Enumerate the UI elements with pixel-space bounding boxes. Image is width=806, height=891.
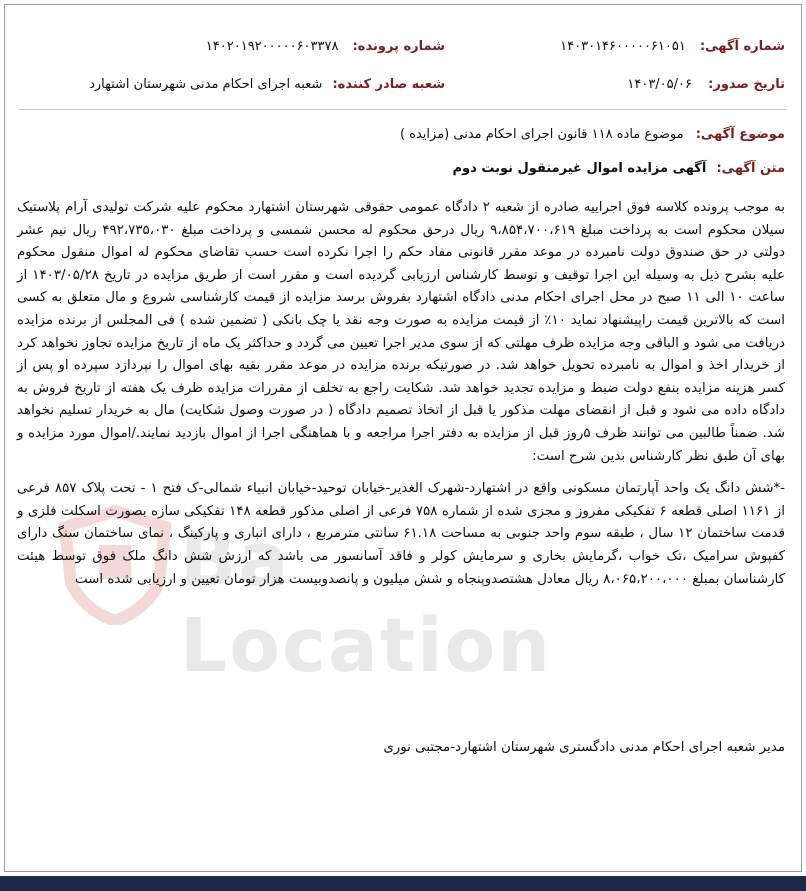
watermark-text: Ba Location	[180, 517, 553, 689]
signature: مدیر شعبه اجرای احکام مدنی دادگستری شهرستان اشتهارد-مجتبی نوری	[383, 740, 785, 755]
subject-label: موضوع آگهی:	[695, 127, 785, 142]
text-title-row	[453, 161, 785, 176]
issuer-row	[89, 77, 445, 92]
text-title: آگهی مزایده اموال غیرمنقول نوبت دوم	[452, 161, 707, 176]
case-number-row	[206, 39, 445, 54]
auction-item: -*شش دانگ یک واحد آپارتمان مسکونی واقع در اشتهارد-شهرک الغدیر-خیابان توحید-خیابان انبیاء شمالی-ک فتح ۱ - تحت پلاک ۸۵۷ فرعی از ۱۱۶۱ اصلی قطعه ۶ تفکیکی مفروز و مجزی شده از شماره ۷۵۸ فرعی از اصلی مذکور قطعه ۱۴۸ تفکیکی سازه بصورت اسکلت فلزی و قدمت ساختمان ۱۲ سال ، طبقه سوم واحد جنوبی به مساحت ۶۱.۱۸ سانتی مترمربع ، دارای انباری و پارکینگ ، نمای ساختمان سنگ دارای کفپوش سرامیک ،تک خواب ،گرمایش بخاری و سرمایش کولر و فاقد آسانسور می باشد که ارزش شش دانگ ملک فوق توسط هیئت کارشناسان بمبلغ ۸،۰۶۵،۲۰۰،۰۰۰ ریال معادل هشتصدوپنجاه و شش میلیون و پانصدوبیست هزار تومان تعیین و ارزیابی شده است	[17, 481, 785, 587]
notice-body	[17, 197, 785, 591]
text-label: متن آگهی:	[716, 161, 785, 176]
subject: موضوع ماده ۱۱۸ قانون اجرای احکام مدنی (مزایده )	[399, 127, 684, 142]
issue-date: ۱۴۰۳/۰۵/۰۶	[627, 77, 692, 92]
header-divider	[19, 109, 787, 110]
bottom-bar	[0, 876, 806, 891]
case-number: ۱۴۰۲۰۱۹۲۰۰۰۰۰۶۰۳۳۷۸	[205, 39, 339, 54]
issuer-label: شعبه صادر کننده:	[332, 77, 445, 92]
ad-number: ۱۴۰۳۰۱۴۶۰۰۰۰۰۶۱۰۵۱	[560, 39, 686, 54]
ad-number-row	[560, 39, 785, 54]
issuer: شعبه اجرای احکام مدنی شهرستان اشتهارد	[89, 77, 323, 92]
notice-frame	[4, 4, 802, 872]
issue-date-label: تاریخ صدور:	[708, 77, 785, 92]
body-paragraph: به موجب پرونده کلاسه فوق اجراییه صادره از شعبه ۲ دادگاه عمومی حقوقی شهرستان اشتهارد محکوم علیه شرکت تولیدی آرام پلاستیک سیلان محکوم است به پرداخت مبلغ ۹،۸۵۴،۷۰۰،۶۱۹ ریال درحق محکوم له محسن شمسی و پرداخت مبلغ ۴۹۲،۷۳۵،۰۳۰ ریال نیم عشر دولتی در حق صندوق دولت نامبرده در موعد مقرر قانونی مفاد حکم را اجرا نکرده است حسب تقاضای محکوم له اموال منقول محکوم علیه بشرح ذیل به وسیله این اجرا توقیف و توسط کارشناس ارزیابی گردیده است و مقرر است از طریق مزایده در تاریخ ۱۴۰۳/۰۵/۲۸ از ساعت ۱۰ الی ۱۱ صبح در محل اجرای احکام مدنی دادگاه اشتهارد بفروش برسد مزایده از قیمت کارشناسی شروع و مال متعلق به کسی است که بالاترین قیمت راپیشنهاد نماید ۱۰٪ از قیمت مزایده به صورت وجه نقد یا چک بانکی ( تضمین شده ) فی المجلس از برنده مزایده دریافت می شود و الباقی وجه مزایده ظرف مهلتی که از سوی مدیر اجرا تعیین می گردد و حداکثر یک ماه از تاریخ مزایده تجاوز نخواهد کرد از خریدار اخذ و اموال به نامبرده تحویل خواهد شد. در صورتیکه برنده مزایده در موعد مقرر بقیه بهای اموال را نپردازد سپرده او پس از کسر هزینه مزایده بنفع دولت ضبط و مزایده تجدید خواهد شد. شکایت راجع به تخلف از مقررات مزایده ظرف یک هفته از تاریخ فروش به دادگاه داده می شود و قبل از انقضای مهلت مذکور یا قبل از اتخاذ تصمیم دادگاه ( در صورت وصول شکایت) مال به خریدار تسلیم نخواهد شد. ضمناً طالبین می توانند ظرف ۵روز قبل از مزایده به دفتر اجرا مراجعه و با هماهنگی اجرا از اموال بازدید نمایند./اموال مورد مزایده و بهای آن طبق نظر کارشناس بدین شرح است:	[17, 200, 786, 464]
ad-number-label: شماره آگهی:	[699, 39, 785, 54]
issue-date-row	[627, 77, 785, 92]
subject-row	[400, 127, 785, 142]
case-number-label: شماره پرونده:	[352, 39, 445, 54]
